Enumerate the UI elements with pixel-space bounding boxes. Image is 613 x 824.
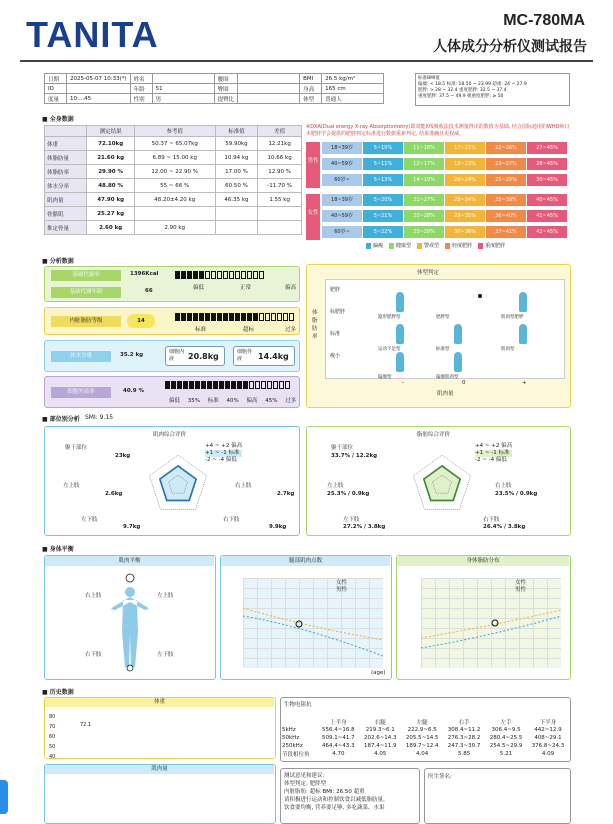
dexa-band: 5~10% [363,142,403,154]
ecw-panel [44,376,300,408]
info-value [238,94,300,104]
body-type-cell: 标准型 [436,347,450,352]
fat-radar-chart [407,439,477,531]
bmr-age-value: 66 [145,288,153,294]
seg-label: 左下肢 [157,652,174,658]
scale-label: 超标 [243,327,255,333]
report-title: 人体成分分析仪测试报告 [433,39,587,55]
info-value [152,74,214,84]
dexa-band: 18~39岁 [322,194,362,206]
advice-line: 内脏脂肪: 超标 BMI: 26.50 超重 [284,789,365,795]
advice-line: 体型判定: 肥胖型 [284,781,327,787]
dexa-band: 17~21% [445,142,485,154]
history-axis: 80 70 60 50 40 [49,714,56,760]
person-icon [454,292,462,312]
panel-title: 身体脂肪分布 [397,556,569,566]
table-header: 左手 [500,720,512,726]
table-row [282,726,569,734]
ecw-scale: 偏低 35% 标准 40% 偏高 45% 过多 [169,398,297,404]
table-cell [258,207,302,221]
table-cell: 17.00 % [215,165,258,179]
person-icon [396,292,404,312]
side-tab[interactable] [0,780,8,814]
table-cell: 29.90 % [87,165,134,179]
dexa-band: 27~45% [527,142,567,154]
table-row [282,734,569,742]
table-cell: 47.90 kg [87,193,134,207]
signature-label: 医生签名: [428,774,452,780]
radar-legend: +4 ~ +2 偏高 +1 ~ -1 标准 -2 ~ -4 偏低 [475,443,513,463]
table-cell: 4.70 [332,751,345,757]
table-cell: 308.4~11.2 [447,727,481,733]
table-cell: 250kHz [282,743,303,749]
seg-label: 右上肢 [495,483,512,489]
dexa-band: 21~27% [404,194,444,206]
table-cell [258,221,302,235]
dexa-band: 41~45% [527,210,567,222]
info-value: 165 cm [322,84,384,94]
table-cell: 骨骼肌 [45,207,87,221]
table-cell: 222.9~6.5 [407,727,437,733]
seg-label: 右下肢 [483,517,500,523]
panel-title: 腿部肌肉点数 [221,556,390,566]
table-cell: 59.90kg [215,137,258,151]
dexa-band: 29~35% [445,210,485,222]
table-row [45,165,302,179]
table-cell: 247.3~30.7 [447,743,481,749]
table-cell: 205.5~14.5 [405,735,439,741]
dexa-band: 28~45% [527,158,567,170]
person-icon [519,324,527,344]
seg-value: 9.9kg [269,524,287,530]
intra-value: 20.8kg [188,352,219,361]
table-header: 右手 [458,720,470,726]
table-cell: 60.50 % [215,179,258,193]
seg-value: 23kg [115,453,131,459]
info-value [238,74,300,84]
impedance-table [282,718,569,758]
table-cell: -11.70 % [258,179,302,193]
table-cell: 12.00 ~ 22.90 % [134,165,215,179]
dexa-band: 40~59岁 [322,210,362,222]
table-cell: 6.89 ~ 15.00 kg [134,151,215,165]
seg-label: 右下肢 [223,517,240,523]
body-type-cell: 肥胖型 [436,315,450,320]
seg-label: 左上肢 [157,593,174,599]
info-value [67,84,131,94]
seg-label: 右上肢 [85,593,102,599]
tanita-logo: TANITA [26,14,159,55]
table-cell: 556.4~16.8 [322,727,355,733]
table-cell: 25.27 kg [87,207,134,221]
table-cell: 276.3~28.2 [447,735,481,741]
info-label: 提臀比 [214,94,238,104]
body-type-row-label: 肥胖 [330,287,341,293]
table-cell [215,221,258,235]
dexa-band: 14~19% [404,174,444,186]
dexa-band: 5~13% [363,174,403,186]
model-number: MC-780MA [503,12,585,29]
bmi-reference [415,73,570,106]
table-row [45,179,302,193]
muscle-radar-chart [143,439,213,531]
fat-distribution-panel [396,555,571,680]
table-cell: 442~12.9 [534,727,562,733]
table-cell: 推定骨量 [45,221,87,235]
panel-title: 生物电阻抗 [284,702,312,708]
scale-label: 正常 [240,285,252,291]
table-cell: 189.7~12.4 [405,743,439,749]
table-cell: 肌肉量 [45,193,87,207]
info-label: 度量 [45,94,67,104]
table-header: 测定结果 [87,126,134,137]
visceral-label: 内脏脂肪等级 [51,316,121,327]
bmr-bars [175,271,265,281]
table-cell: 48.80 % [87,179,134,193]
table-cell: 2.90 kg [134,221,215,235]
x-tick: + [522,380,527,386]
dexa-band: 60岁~ [322,174,362,186]
person-icon [519,292,527,312]
info-label: 日期 [45,74,67,84]
scale-label: 过多 [285,327,297,333]
dexa-band: 40~45% [527,194,567,206]
leg-legend: 女性 男性 [336,580,348,593]
dexa-band: 12~17% [404,158,444,170]
seg-value: 2.6kg [105,491,123,497]
dexa-band: 5~20% [363,194,403,206]
visceral-bars [175,313,295,323]
leg-chart [243,578,383,668]
table-cell: 10.94 kg [215,151,258,165]
extra-label: 细胞外液 [237,349,253,362]
table-row [282,750,569,758]
body-type-cell: 肌肉型肥胖 [501,315,524,320]
dexa-band: 28~34% [445,194,485,206]
table-cell: 10.66 kg [258,151,302,165]
table-cell: 2.60 kg [87,221,134,235]
table-cell: 节段相位角 [282,752,310,758]
ecw-value: 40.9 % [123,388,144,394]
dexa-band: 18~22% [445,158,485,170]
muscle-radar-panel [44,426,300,536]
bmi-ref-line: 肥胖: > 28 ~ 32.4 重度肥胖: 32.5 ~ 37.4 [418,88,507,93]
table-cell [215,207,258,221]
x-axis-label: 肌肉量 [437,391,454,397]
table-cell: 509.1~41.7 [322,735,355,741]
extracellular-box [233,346,295,366]
ecw-label: 细胞外液率 [51,387,111,398]
dexa-band: 30~36% [445,226,485,238]
info-label: 体型 [300,94,322,104]
table-cell: 1.55 kg [258,193,302,207]
dexa-band: 40~59岁 [322,158,362,170]
history-value: 72.1 [80,722,92,728]
section-analysis: ■ 分析数据 [42,256,74,265]
bmr-panel [44,266,300,302]
radar-legend: +4 ~ +2 偏高 +1 ~ -1 标准 -2 ~ -4 偏低 [205,443,243,463]
bmi-ref-line: 重度肥胖: 37.5 ~ 49.9 极重度肥胖: ≥ 50 [418,94,504,99]
info-label: 姓名 [130,74,152,84]
table-cell: 5.85 [457,751,471,757]
intra-label: 细胞内液 [169,349,185,362]
dexa-band: 42~45% [527,226,567,238]
table-header: 右腿 [374,720,386,726]
table-header: 差值 [258,126,302,137]
table-row [45,151,302,165]
body-type-row-label: 标肥胖 [330,309,346,315]
intracellular-box [165,346,225,366]
body-type-cell: 偏瘦型 [378,375,392,380]
bmr-age-label: 基础代谢年龄 [51,287,121,298]
table-cell: 4.04 [416,751,429,757]
table-cell: 12.21kg [258,137,302,151]
seg-value: 23.5% / 0.9kg [495,491,538,497]
table-cell: 408~29.1 [534,735,562,741]
scale-label: 偏低 [193,285,205,291]
panel-title: 肌肉综合评价 [153,432,187,438]
table-cell: 5kHz [282,727,296,733]
section-history: ■ 历史数据 [42,687,74,696]
dexa-band: 18~39岁 [322,142,362,154]
current-position-marker [478,294,482,298]
fat-chart [421,578,561,668]
table-cell: 280.4~25.5 [489,735,523,741]
table-cell: 46.35 kg [215,193,258,207]
info-label: ID [45,84,67,94]
bmi-ref-line: 标准BMI值 [418,76,440,81]
dexa-note: ※DXA(Dual energy X-ray Absorptiometry)即双能X线吸收法技术测量得出的数值为基础, 结合国际通用的WHO和日本肥胖学会提供的肥胖判定标准进行数据重新判定, 结果准确且更权威。 [306,124,570,137]
table-row [45,207,302,221]
info-label: 腰围 [214,74,238,84]
fat-radar-panel [306,426,571,536]
table-cell: 187.4~11.9 [363,743,397,749]
seg-label: 右下肢 [85,652,102,658]
info-label: 性别 [130,94,152,104]
table-cell: 50.37 ~ 65.07kg [134,137,215,151]
signature-panel [424,768,571,824]
body-type-row-label: 瘦小 [330,353,341,359]
table-header [282,718,317,726]
table-header: 左腿 [416,720,428,726]
seg-value: 27.2% / 3.8kg [343,524,386,530]
table-cell: 体脂肪量 [45,151,87,165]
table-cell: 12.90 % [258,165,302,179]
table-cell: 48.20±4.20 kg [134,193,215,207]
section-segment: ■ 部位别分析 [42,414,80,423]
info-label: 身高 [300,84,322,94]
table-cell: 306.4~9.5 [491,727,521,733]
table-cell: 4.05 [374,751,387,757]
body-type-cell: 肌肉型 [501,347,515,352]
dexa-grid [306,142,571,250]
muscle-balance-panel [44,555,216,680]
advice-line: 饮食要均衡, 营养要足够, 多吃蔬菜、水果 [284,805,385,811]
seg-value: 2.7kg [277,491,295,497]
table-cell: 376.8~24.3 [531,743,565,749]
seg-label: 躯干部位 [331,445,354,451]
scale-label: 偏高 [285,285,297,291]
dexa-sex-label: 男性 [306,142,320,188]
table-cell: 55 ~ 66 % [134,179,215,193]
dexa-band: 30~45% [527,174,567,186]
y-axis-label: 体脂肪率 [312,310,318,340]
person-icon [454,324,462,344]
scale-label: 标准 [195,327,207,333]
dexa-sex-label: 女性 [306,194,320,240]
body-composition-table [44,125,302,235]
dexa-band: 37~41% [486,226,526,238]
dexa-band: 20~24% [445,174,485,186]
table-cell: 219.3~6.1 [365,727,395,733]
body-type-panel [306,264,571,408]
dexa-band: 60岁~ [322,226,362,238]
info-value [238,84,300,94]
info-value: 普通人 [322,94,384,104]
info-value: 2025-05-07 10:33(*) [67,74,131,84]
info-label: BMI [300,74,322,84]
section-body-data: ■ 全身数据 [42,114,74,123]
person-icon [396,324,404,344]
info-table [44,73,384,104]
table-header: 上半身 [330,720,347,726]
water-panel [44,340,300,372]
person-icon [396,352,404,372]
table-row [45,137,302,151]
body-silhouette [105,572,155,672]
header-divider [20,60,593,62]
smi-value: SMI: 9.15 [85,414,114,421]
seg-label: 躯干部位 [65,445,88,451]
bmi-ref-line: 偏瘦: < 18.5 标准: 18.50 ~ 23.99 超重: 24 ~ 27.9 [418,82,527,87]
seg-value: 33.7% / 12.2kg [331,453,378,459]
weight-history-panel [44,697,276,759]
table-cell: 464.4~43.3 [322,743,355,749]
water-value: 35.2 kg [120,352,144,358]
dexa-band: 22~26% [486,142,526,154]
leg-score-panel [220,555,392,680]
dexa-legend: 偏瘦 健康型 警戒型 轻度肥胖 重度肥胖 [366,242,511,249]
panel-title: 脂肪综合评价 [417,432,451,438]
table-cell: 体脂肪率 [45,165,87,179]
person-icon [454,352,462,372]
body-type-row-label: 标准 [330,331,341,337]
info-value: 51 [152,84,214,94]
info-value: 10:...45 [67,94,131,104]
info-value: 男 [152,94,214,104]
table-header: 标准值 [215,126,258,137]
body-type-cell: 隐形肥胖型 [378,315,401,320]
table-cell: 50kHz [282,735,300,741]
section-balance: ■ 身体平衡 [42,544,74,553]
seg-label: 左下肢 [343,517,360,523]
seg-label: 右上肢 [235,483,252,489]
info-label: 臀围 [214,84,238,94]
table-header: 下半身 [539,720,557,726]
table-cell: 4.09 [541,751,555,757]
info-label: 年龄 [130,84,152,94]
table-cell: 72.10kg [87,137,134,151]
table-cell: 5.21 [499,751,513,757]
dexa-band: 22~28% [404,210,444,222]
table-cell: 254.5~29.9 [489,743,523,749]
table-header [45,126,87,137]
water-label: 体水分量 [51,351,111,362]
table-cell: 202.6~14.3 [363,735,397,741]
dexa-band: 36~40% [486,210,526,222]
fat-legend: 女性 男性 [515,580,527,593]
table-row [45,221,302,235]
dexa-band: 5~11% [363,158,403,170]
extra-value: 14.4kg [258,352,289,361]
body-type-cell: 偏瘦肌肉型 [436,375,459,380]
advice-line: 请积极进行运动和控制饮食以减低脂肪量。 [284,797,389,803]
seg-value: 9.7kg [123,524,141,530]
ecw-bars [165,381,291,391]
advice-panel [280,768,420,824]
table-header: 参考值 [134,126,215,137]
seg-label: 左上肢 [327,483,344,489]
table-cell: 体重 [45,137,87,151]
dexa-band: 23~27% [486,158,526,170]
bmr-label: 基础代谢率 [51,270,121,281]
info-value: 26.5 kg/m² [322,74,384,84]
panel-title: 肌肉平衡 [45,556,214,566]
advice-title: 测试意见和建议: [284,773,325,779]
dexa-band: 5~22% [363,226,403,238]
body-type-title: 体型判定 [417,270,440,276]
visceral-panel [44,307,300,335]
seg-value: 25.3% / 0.9kg [327,491,370,497]
x-tick: 0 [462,380,466,386]
bmr-value: 1396Kcal [130,271,159,277]
table-row [282,742,569,750]
body-type-cell: 运动不足型 [378,347,401,352]
dexa-band: 35~39% [486,194,526,206]
dexa-band: 11~16% [404,142,444,154]
table-cell [134,207,215,221]
dexa-band: 25~29% [486,174,526,186]
seg-label: 左上肢 [63,483,80,489]
table-cell: 体水分率 [45,179,87,193]
table-row [45,193,302,207]
table-cell: 21.60 kg [87,151,134,165]
dexa-band: 23~29% [404,226,444,238]
x-unit: (age) [371,670,386,676]
body-type-grid [325,279,565,379]
visceral-value: 14 [127,314,155,328]
x-tick: - [402,380,404,386]
dexa-band: 5~21% [363,210,403,222]
muscle-history-panel [44,764,276,824]
panel-title: 体重 [45,698,274,707]
panel-title: 肌肉量 [45,765,274,774]
seg-value: 26.4% / 3.8kg [483,524,526,530]
seg-label: 左下肢 [81,517,98,523]
